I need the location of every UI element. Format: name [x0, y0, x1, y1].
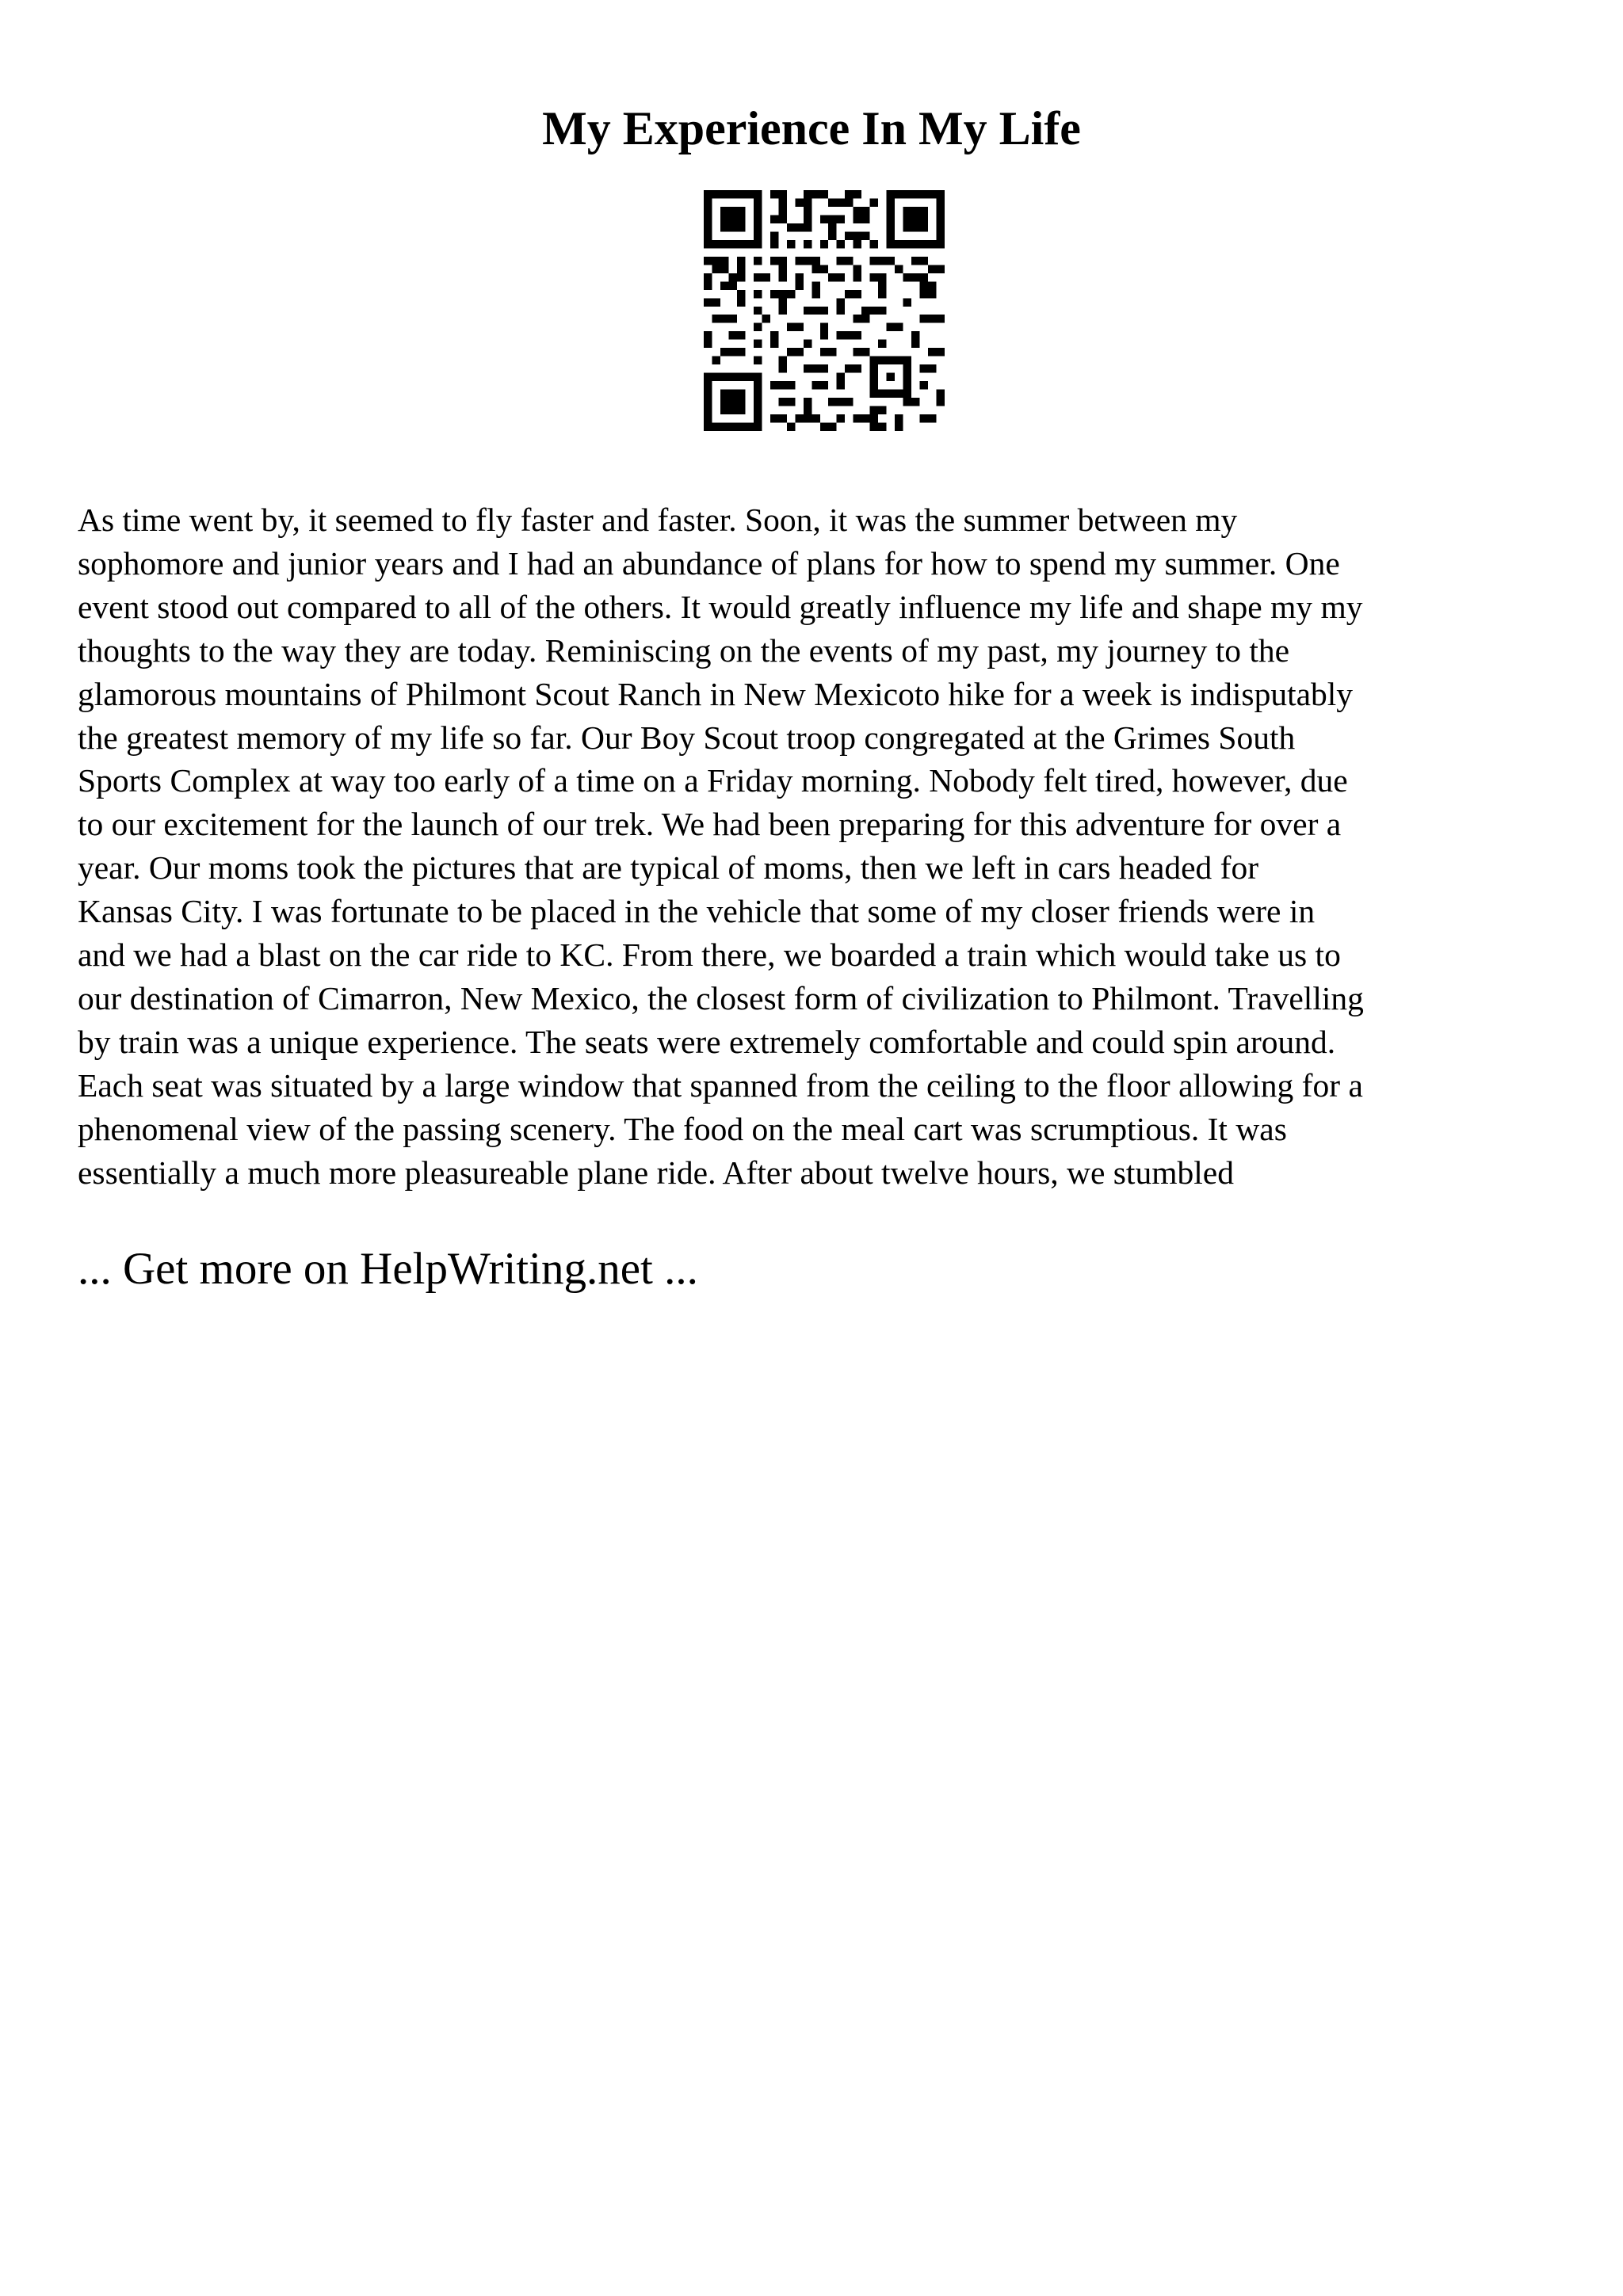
body-line: by train was a unique experience. The seats were extremely comfortable and could spin around.	[78, 1023, 1336, 1060]
body-line: As time went by, it seemed to fly faster and faster. Soon, it was the summer between my	[78, 502, 1238, 538]
body-line: thoughts to the way they are today. Reminiscing on the events of my past, my journey to the	[78, 631, 1290, 669]
body-line: sophomore and junior years and I had an abundance of plans for how to spend my summer. One	[78, 544, 1340, 582]
document-title: My Experience In My Life	[542, 102, 1081, 154]
get-more-link[interactable]: ... Get more on HelpWriting.net ...	[78, 1244, 698, 1294]
body-line: phenomenal view of the passing scenery. The food on the meal cart was scrumptious. It was	[78, 1110, 1287, 1147]
body-line: our destination of Cimarron, New Mexico, the closest form of civilization to Philmont. Travelling	[78, 979, 1364, 1016]
body-line: Sports Complex at way too early of a time on a Friday morning. Nobody felt tired, however, due	[78, 762, 1348, 799]
body-line: event stood out compared to all of the others. It would greatly influence my life and shape my my	[78, 588, 1363, 625]
body-line: Each seat was situated by a large window that spanned from the ceiling to the floor allowing for a	[78, 1066, 1363, 1104]
body-line: to our excitement for the launch of our trek. We had been preparing for this adventure for over a	[78, 806, 1342, 843]
body-line: glamorous mountains of Philmont Scout Ranch in New Mexicoto hike for a week is indisputably	[78, 675, 1354, 712]
body-line: and we had a blast on the car ride to KC. From there, we boarded a train which would take us to	[78, 936, 1341, 974]
qr-code-icon	[704, 190, 945, 431]
body-line: Kansas City. I was fortunate to be placed in the vehicle that some of my closer friends were in	[78, 893, 1316, 930]
body-line: essentially a much more pleasureable plane ride. After about twelve hours, we stumbled	[78, 1154, 1234, 1191]
body-line: the greatest memory of my life so far. Our Boy Scout troop congregated at the Grimes South	[78, 719, 1296, 756]
body-line: year. Our moms took the pictures that are typical of moms, then we left in cars headed for	[78, 849, 1259, 887]
essay-body	[78, 498, 1552, 1195]
